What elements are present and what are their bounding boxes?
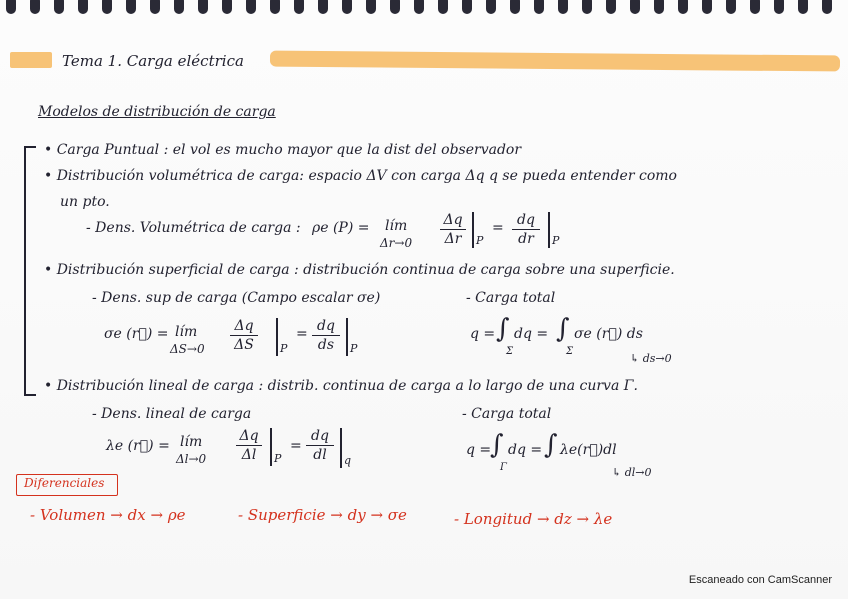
spiral-ring xyxy=(558,0,568,14)
frac-den: dl xyxy=(313,447,327,464)
integral-sub-sup-2: Σ xyxy=(566,346,574,357)
superficial-line: • Distribución superficial de carga : distribución continua de carga sobre una superficie. xyxy=(44,262,675,278)
eval-p-sup: P xyxy=(280,342,288,355)
dens-sup-label: - Dens. sup de carga (Campo escalar σe) xyxy=(92,290,381,306)
volumetrica-line-2: un pto. xyxy=(60,194,110,210)
eval-bar-vol-2 xyxy=(548,212,550,248)
dens-lin-label: - Dens. lineal de carga xyxy=(92,406,252,422)
page-title: Tema 1. Carga eléctrica xyxy=(62,52,244,70)
spiral-ring xyxy=(270,0,280,14)
frac-num: Δq xyxy=(239,428,259,444)
spiral-ring xyxy=(438,0,448,14)
spiral-ring xyxy=(366,0,376,14)
eval-p-sup-2: P xyxy=(350,342,358,355)
spiral-ring xyxy=(654,0,664,14)
diferencial-longitud: - Longitud → dz → λe xyxy=(454,510,613,528)
frac-den: Δl xyxy=(241,447,257,464)
spiral-ring xyxy=(606,0,616,14)
spiral-ring xyxy=(294,0,304,14)
spiral-ring xyxy=(750,0,760,14)
total-sup-q: q = xyxy=(470,326,496,342)
spiral-ring xyxy=(342,0,352,14)
spiral-ring xyxy=(462,0,472,14)
spiral-ring xyxy=(222,0,232,14)
notebook-spiral-binding xyxy=(0,0,848,18)
eval-p-vol: P xyxy=(476,234,484,247)
eval-bar-vol xyxy=(472,212,474,248)
eval-bar-sup-2 xyxy=(346,318,348,356)
spiral-ring xyxy=(414,0,424,14)
total-sup-mid: dq = xyxy=(514,326,549,342)
spiral-ring xyxy=(390,0,400,14)
frac-num: dq xyxy=(311,428,329,444)
frac-num: Δq xyxy=(443,212,463,228)
carga-puntual-line: • Carga Puntual : el vol es mucho mayor que la dist del observador xyxy=(44,142,522,158)
carga-total-lin-label: - Carga total xyxy=(462,406,552,422)
eval-bar-sup xyxy=(276,318,278,356)
camscanner-watermark: Escaneado con CamScanner xyxy=(688,574,832,586)
integral-sign-sup-1: ∫ xyxy=(496,314,510,344)
section-subtitle: Modelos de distribución de carga xyxy=(38,104,276,120)
lim-sub-sup: ΔS→0 xyxy=(170,342,205,356)
spiral-ring xyxy=(726,0,736,14)
spiral-ring xyxy=(30,0,40,14)
integral-sign-lin-1: ∫ xyxy=(490,430,504,460)
total-lin-q: q = xyxy=(466,442,492,458)
spiral-ring xyxy=(102,0,112,14)
eval-bar-lin xyxy=(270,428,272,466)
total-sup-note: ↳ ds→0 xyxy=(630,352,672,365)
spiral-ring xyxy=(582,0,592,14)
items-bracket xyxy=(24,146,36,396)
frac-den: Δr xyxy=(444,231,462,248)
frac-num: dq xyxy=(317,318,335,334)
lineal-line: • Distribución lineal de carga : distrib. continua de carga a lo largo de una curva Γ. xyxy=(44,378,638,394)
frac-delta-q-delta-l xyxy=(236,428,262,463)
spiral-ring xyxy=(702,0,712,14)
carga-total-sup-label: - Carga total xyxy=(466,290,556,306)
dens-volumetrica-lhs: ρe (P) = xyxy=(312,220,370,236)
frac-dq-dr xyxy=(512,212,540,247)
sigma-lhs: σe (r⃗) = xyxy=(104,326,169,342)
spiral-ring xyxy=(174,0,184,14)
diferencial-volumen: - Volumen → dx → ρe xyxy=(30,506,186,524)
eval-p-vol-2: P xyxy=(552,234,560,247)
frac-dq-ds xyxy=(312,318,340,353)
spiral-ring xyxy=(126,0,136,14)
spiral-ring xyxy=(78,0,88,14)
diferencial-superficie: - Superficie → dy → σe xyxy=(238,506,407,524)
title-highlight-right xyxy=(270,51,840,72)
lim-sub-vol: Δr→0 xyxy=(380,236,413,250)
spiral-ring xyxy=(774,0,784,14)
integral-sign-sup-2: ∫ xyxy=(556,314,570,344)
eval-p-lin: P xyxy=(274,452,282,465)
lim-word-sup: lím xyxy=(175,324,198,340)
frac-delta-q-delta-r xyxy=(440,212,466,247)
volumetrica-line-1: • Distribución volumétrica de carga: espacio ΔV con carga Δq q se pueda entender como xyxy=(44,168,677,184)
diferenciales-label: Diferenciales xyxy=(24,476,105,490)
frac-delta-q-delta-s xyxy=(230,318,258,353)
title-highlight-left xyxy=(10,52,52,68)
spiral-ring xyxy=(510,0,520,14)
eval-bar-lin-2 xyxy=(340,428,342,468)
spiral-ring xyxy=(198,0,208,14)
spiral-ring xyxy=(318,0,328,14)
integral-sub-lin-1: Γ xyxy=(500,462,507,473)
spiral-ring xyxy=(678,0,688,14)
spiral-ring xyxy=(246,0,256,14)
total-sup-rest: σe (r⃗) ds xyxy=(574,326,643,342)
lambda-lhs: λe (r⃗) = xyxy=(106,438,170,454)
frac-num: Δq xyxy=(234,318,254,334)
total-lin-mid: dq = xyxy=(508,442,543,458)
lim-sub-lin: Δl→0 xyxy=(176,452,207,466)
spiral-ring xyxy=(630,0,640,14)
spiral-ring xyxy=(486,0,496,14)
total-lin-rest: λe(r⃗)dl xyxy=(560,442,617,458)
frac-den: ΔS xyxy=(234,337,254,354)
equals-lin: = xyxy=(290,438,302,454)
lim-word-lin: lím xyxy=(180,434,203,450)
spiral-ring xyxy=(534,0,544,14)
dens-volumetrica-label: - Dens. Volumétrica de carga : xyxy=(86,220,301,236)
frac-den: ds xyxy=(317,337,335,354)
lim-word-vol: lím xyxy=(385,218,408,234)
frac-den: dr xyxy=(518,231,534,248)
eval-q-lin: q xyxy=(344,454,352,467)
spiral-ring xyxy=(822,0,832,14)
spiral-ring xyxy=(798,0,808,14)
spiral-ring xyxy=(54,0,64,14)
integral-sign-lin-2: ∫ xyxy=(544,430,558,460)
equals-vol: = xyxy=(492,220,504,236)
spiral-ring xyxy=(150,0,160,14)
frac-dq-dl xyxy=(306,428,334,463)
frac-num: dq xyxy=(517,212,535,228)
integral-sub-sup-1: Σ xyxy=(506,346,514,357)
equals-sup: = xyxy=(296,326,308,342)
spiral-ring xyxy=(6,0,16,14)
total-lin-note: ↳ dl→0 xyxy=(612,466,652,479)
